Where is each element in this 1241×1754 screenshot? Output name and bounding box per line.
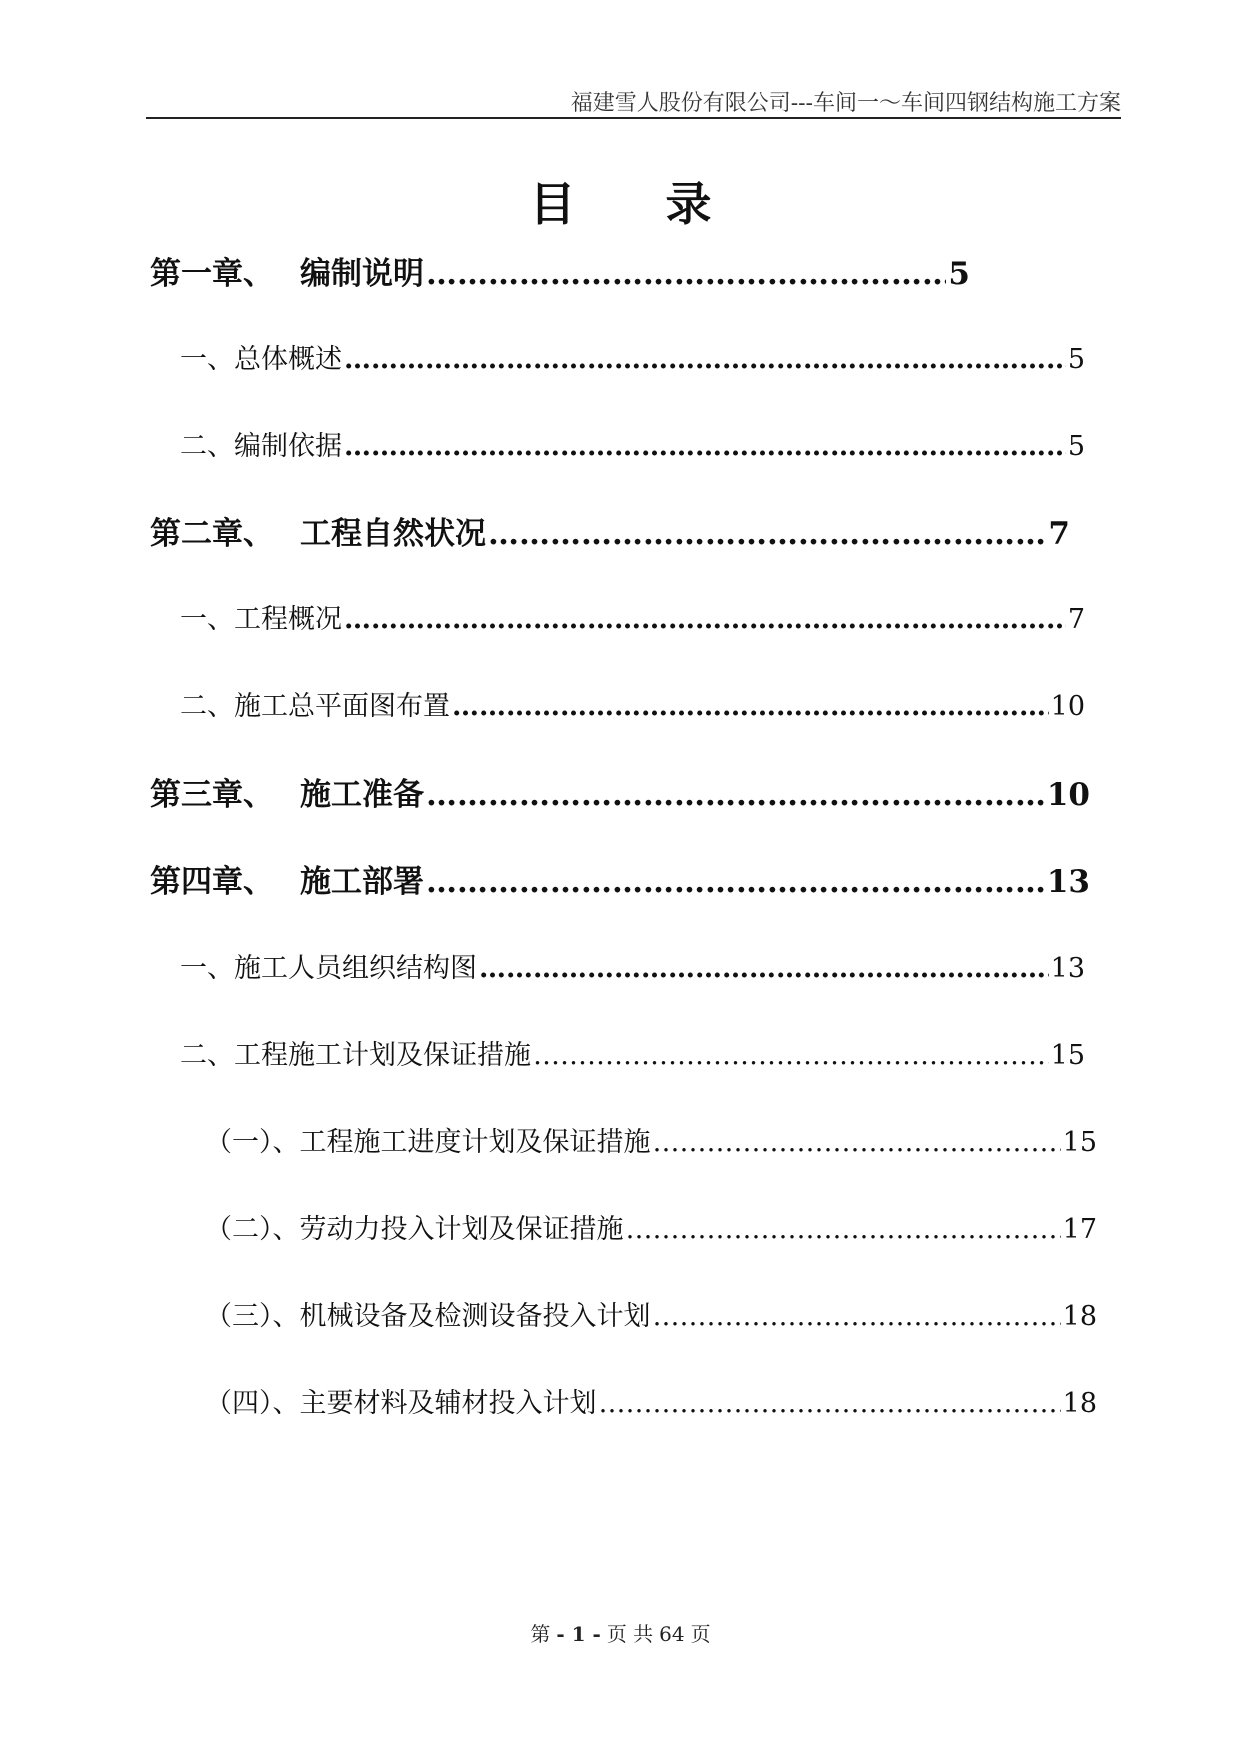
- toc-section-overview[interactable]: [180, 337, 1085, 376]
- footer-prefix: 第: [530, 1622, 551, 1646]
- toc-leader: [479, 953, 1049, 984]
- toc-page-number: 18: [1062, 1301, 1097, 1332]
- toc-section-label: 二、工程施工计划及保证措施: [180, 1040, 531, 1071]
- toc-leader: [653, 1301, 1061, 1332]
- toc-section-project-overview[interactable]: [180, 597, 1085, 636]
- footer-middle: 页 共: [606, 1622, 654, 1646]
- toc-section-label: 一、总体概述: [180, 344, 342, 375]
- toc-leader: [599, 1388, 1061, 1419]
- toc-chapter-label: 施工部署: [300, 864, 424, 900]
- toc-chapter-number: 第四章、: [150, 864, 274, 900]
- toc-subsection-label: （一）、工程施工进度计划及保证措施: [205, 1127, 651, 1158]
- toc-page-number: 13: [1046, 864, 1090, 900]
- toc-leader: [344, 431, 1066, 462]
- toc-page-number: 7: [1048, 516, 1070, 552]
- toc-leader: [426, 777, 1045, 813]
- toc-leader: [452, 691, 1049, 722]
- toc-chapter-number: 第一章、: [150, 256, 274, 292]
- toc-page-number: 5: [948, 256, 970, 292]
- toc-page-number: 10: [1046, 777, 1090, 813]
- toc-leader: [344, 344, 1066, 375]
- page-title-part2: 录: [665, 177, 712, 231]
- toc-subsection-materials[interactable]: [205, 1381, 1097, 1420]
- toc-page-number: 17: [1062, 1214, 1097, 1245]
- toc-subsection-label: （四）、主要材料及辅材投入计划: [205, 1388, 597, 1419]
- toc-chapter-1[interactable]: [150, 248, 970, 293]
- toc-subsection-schedule[interactable]: [205, 1120, 1097, 1159]
- toc-section-construction-plan[interactable]: [180, 1033, 1085, 1072]
- toc-leader: [426, 864, 1045, 900]
- toc-page-number: 13: [1050, 953, 1085, 984]
- toc-leader: [488, 516, 1046, 552]
- toc-page-number: 7: [1067, 604, 1085, 635]
- footer-suffix: 页: [690, 1622, 711, 1646]
- running-header: 福建雪人股份有限公司---车间一～车间四钢结构施工方案: [570, 91, 1121, 116]
- toc-subsection-labor[interactable]: [205, 1207, 1097, 1246]
- toc-section-label: 一、施工人员组织结构图: [180, 953, 477, 984]
- toc-subsection-equipment[interactable]: [205, 1294, 1097, 1333]
- toc-page-number: 5: [1067, 431, 1085, 462]
- toc-page-number: 15: [1062, 1127, 1097, 1158]
- toc-section-label: 二、编制依据: [180, 431, 342, 462]
- page-title-part1: 目: [529, 177, 576, 231]
- toc-chapter-4[interactable]: [150, 856, 1090, 901]
- page-footer: [0, 1618, 1241, 1647]
- toc-page-number: 15: [1050, 1040, 1085, 1071]
- toc-section-site-layout[interactable]: [180, 684, 1085, 723]
- page-title: [0, 168, 1241, 234]
- toc-leader: [653, 1127, 1061, 1158]
- toc-section-org-chart[interactable]: [180, 946, 1085, 985]
- toc-chapter-2[interactable]: [150, 508, 1070, 553]
- toc-leader: [426, 256, 946, 292]
- toc-chapter-3[interactable]: [150, 769, 1090, 814]
- toc-chapter-number: 第二章、: [150, 516, 274, 552]
- toc-section-label: 一、工程概况: [180, 604, 342, 635]
- toc-chapter-label: 工程自然状况: [300, 516, 486, 552]
- toc-chapter-label: 编制说明: [300, 256, 424, 292]
- toc-leader: [626, 1214, 1061, 1245]
- toc-page-number: 10: [1050, 691, 1085, 722]
- toc-chapter-label: 施工准备: [300, 777, 424, 813]
- toc-section-basis[interactable]: [180, 424, 1085, 463]
- toc-subsection-label: （三）、机械设备及检测设备投入计划: [205, 1301, 651, 1332]
- toc-page-number: 5: [1067, 344, 1085, 375]
- footer-page-number: - 1 -: [556, 1622, 601, 1646]
- toc-subsection-label: （二）、劳动力投入计划及保证措施: [205, 1214, 624, 1245]
- toc-leader: [533, 1040, 1049, 1071]
- footer-total-pages: 64: [659, 1622, 685, 1646]
- toc-page-number: 18: [1062, 1388, 1097, 1419]
- toc-section-label: 二、施工总平面图布置: [180, 691, 450, 722]
- header-rule: [146, 117, 1121, 119]
- toc-chapter-number: 第三章、: [150, 777, 274, 813]
- toc-leader: [344, 604, 1066, 635]
